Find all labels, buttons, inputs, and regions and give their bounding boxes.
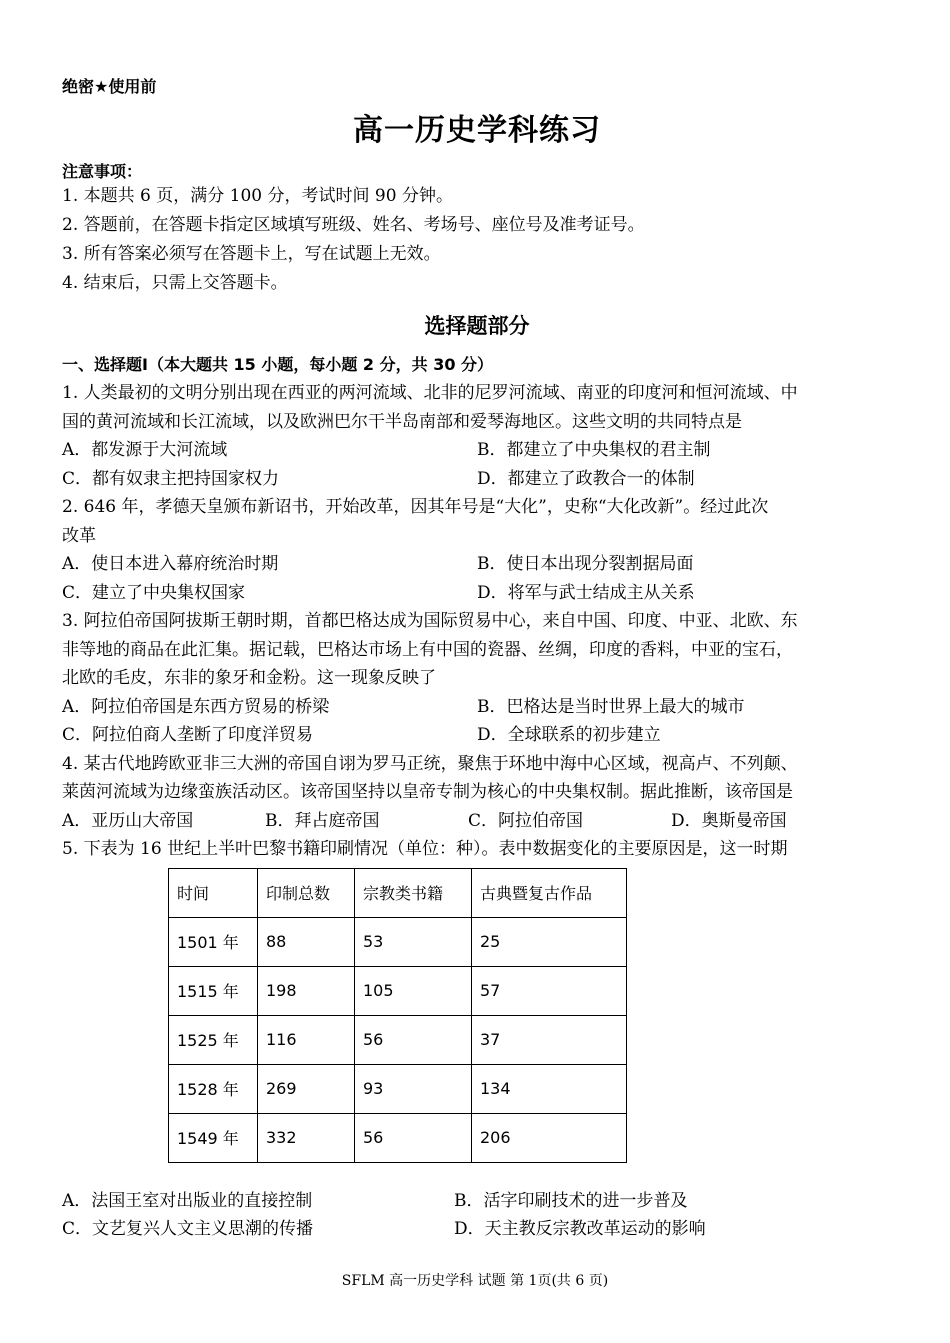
option-c: C．文艺复兴人文主义思潮的传播 bbox=[62, 1219, 314, 1239]
table-cell: 93 bbox=[355, 1064, 472, 1113]
table-cell: 1501 年 bbox=[169, 917, 258, 966]
option-a: A．都发源于大河流域 bbox=[62, 440, 228, 460]
note-item: 4. 结束后，只需上交答题卡。 bbox=[62, 273, 288, 293]
question-stem-line: 3. 阿拉伯帝国阿拔斯王朝时期，首都巴格达成为国际贸易中心，来自中国、印度、中亚、北欧、东 bbox=[62, 611, 798, 631]
option-d: D．天主教反宗教改革运动的影响 bbox=[454, 1219, 706, 1239]
table-cell: 1528 年 bbox=[169, 1064, 258, 1113]
question-stem-line: 2. 646 年，孝德天皇颁布新诏书，开始改革，因其年号是“大化”，史称“大化改新”。经过此次 bbox=[62, 497, 769, 517]
table-header-cell: 古典暨复古作品 bbox=[472, 868, 627, 917]
table-cell: 1549 年 bbox=[169, 1113, 258, 1162]
table-cell: 25 bbox=[472, 917, 627, 966]
question-3 bbox=[62, 607, 892, 750]
table-cell: 269 bbox=[258, 1064, 355, 1113]
option-d: D．都建立了政教合一的体制 bbox=[477, 468, 695, 489]
page-title: 高一历史学科练习 bbox=[353, 113, 601, 148]
question-2 bbox=[62, 493, 892, 607]
section-title: 选择题部分 bbox=[424, 314, 530, 338]
note-item: 1. 本题共 6 页，满分 100 分，考试时间 90 分钟。 bbox=[62, 186, 453, 206]
table-cell: 332 bbox=[258, 1113, 355, 1162]
option-b: B．拜占庭帝国 bbox=[265, 810, 380, 831]
option-b: B．都建立了中央集权的君主制 bbox=[477, 440, 711, 460]
question-5 bbox=[62, 835, 892, 1244]
table-header-cell: 印制总数 bbox=[258, 868, 355, 917]
table-cell: 105 bbox=[355, 966, 472, 1015]
option-d: D．奥斯曼帝国 bbox=[671, 810, 787, 831]
note-item: 2. 答题前，在答题卡指定区域填写班级、姓名、考场号、座位号及准考证号。 bbox=[62, 215, 645, 235]
page-footer: SFLM 高一历史学科 试题 第 1页(共 6 页) bbox=[341, 1273, 609, 1289]
table-cell: 198 bbox=[258, 966, 355, 1015]
option-d: D．全球联系的初步建立 bbox=[477, 725, 661, 745]
option-b: B．巴格达是当时世界上最大的城市 bbox=[477, 696, 745, 717]
option-a: A．阿拉伯帝国是东西方贸易的桥梁 bbox=[62, 696, 330, 717]
question-stem-line: 4. 某古代地跨欧亚非三大洲的帝国自诩为罗马正统，聚焦于环地中海中心区域，视高卢、不列颠、 bbox=[62, 753, 798, 774]
printing-data-table bbox=[168, 868, 627, 1163]
exam-page bbox=[62, 74, 892, 1244]
table-header-cell: 时间 bbox=[169, 868, 258, 917]
table-header-row bbox=[169, 868, 627, 917]
table-row bbox=[169, 1113, 627, 1162]
option-a: A．使日本进入幕府统治时期 bbox=[62, 554, 279, 574]
question-stem-line: 改革 bbox=[62, 525, 96, 546]
question-stem-line: 5. 下表为 16 世纪上半叶巴黎书籍印刷情况（单位：种）。表中数据变化的主要原因是，这一时期 bbox=[62, 839, 788, 859]
table-cell: 1525 年 bbox=[169, 1015, 258, 1064]
table-row bbox=[169, 1064, 627, 1113]
notes-heading: 注意事项： bbox=[62, 162, 143, 181]
notes-list bbox=[62, 182, 892, 298]
question-stem-line: 北欧的毛皮，东非的象牙和金粉。这一现象反映了 bbox=[62, 668, 436, 688]
table-cell: 56 bbox=[355, 1015, 472, 1064]
question-stem-line: 非等地的商品在此汇集。据记载，巴格达市场上有中国的瓷器、丝绸，印度的香料，中亚的宝石， bbox=[62, 639, 793, 660]
table-header-cell: 宗教类书籍 bbox=[355, 868, 472, 917]
table-cell: 206 bbox=[472, 1113, 627, 1162]
table-cell: 37 bbox=[472, 1015, 627, 1064]
table-cell: 1515 年 bbox=[169, 966, 258, 1015]
option-a: A．亚历山大帝国 bbox=[62, 810, 194, 831]
table-row bbox=[169, 1015, 627, 1064]
table-row bbox=[169, 917, 627, 966]
question-1 bbox=[62, 379, 892, 493]
question-stem-line: 莱茵河流域为边缘蛮族活动区。该帝国坚持以皇帝专制为核心的中央集权制。据此推断，该帝国是 bbox=[62, 782, 793, 802]
option-b: B．活字印刷技术的进一步普及 bbox=[454, 1190, 688, 1211]
note-item: 3. 所有答案必须写在答题卡上，写在试题上无效。 bbox=[62, 244, 441, 264]
table-cell: 53 bbox=[355, 917, 472, 966]
table-cell: 116 bbox=[258, 1015, 355, 1064]
option-c: C．阿拉伯商人垄断了印度洋贸易 bbox=[62, 725, 314, 745]
option-c: C．阿拉伯帝国 bbox=[468, 810, 584, 831]
table-row bbox=[169, 966, 627, 1015]
question-4 bbox=[62, 750, 892, 836]
table-cell: 134 bbox=[472, 1064, 627, 1113]
option-a: A．法国王室对出版业的直接控制 bbox=[62, 1190, 313, 1211]
table-cell: 56 bbox=[355, 1113, 472, 1162]
option-c: C．都有奴隶主把持国家权力 bbox=[62, 468, 280, 489]
question-stem-line: 1. 人类最初的文明分别出现在西亚的两河流域、北非的尼罗河流域、南亚的印度河和恒河流域、中 bbox=[62, 383, 798, 403]
secret-label: 绝密★使用前 bbox=[62, 77, 157, 96]
option-b: B．使日本出现分裂割据局面 bbox=[477, 554, 694, 574]
table-cell: 88 bbox=[258, 917, 355, 966]
question-stem-line: 国的黄河流域和长江流域，以及欧洲巴尔干半岛南部和爱琴海地区。这些文明的共同特点是 bbox=[62, 411, 742, 432]
option-c: C．建立了中央集权国家 bbox=[62, 582, 246, 603]
option-d: D．将军与武士结成主从关系 bbox=[477, 582, 695, 603]
table-cell: 57 bbox=[472, 966, 627, 1015]
part-title: 一、选择题Ⅰ（本大题共 15 小题，每小题 2 分，共 30 分） bbox=[62, 355, 494, 374]
